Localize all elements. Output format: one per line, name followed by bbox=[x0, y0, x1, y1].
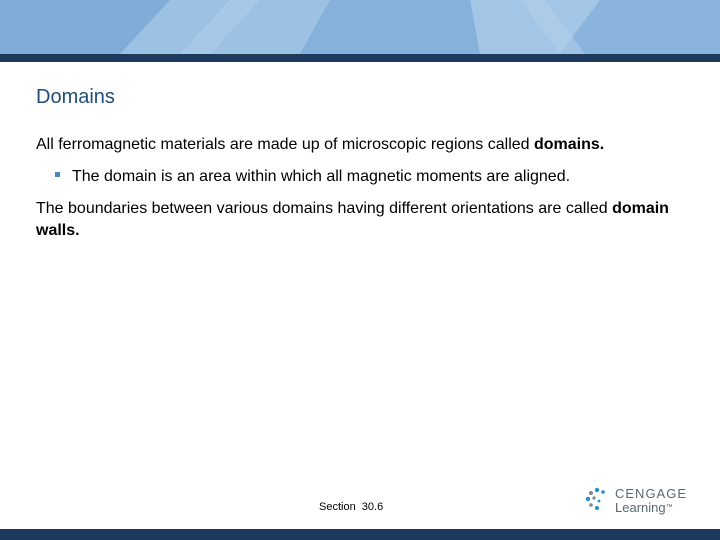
logo-wordmark-learning-text: Learning bbox=[615, 500, 666, 515]
logo-wordmark-cengage: CENGAGE bbox=[615, 486, 688, 501]
header-banner-graphic bbox=[0, 0, 720, 54]
logo-wordmark-learning bbox=[615, 501, 673, 515]
bullet-item-text: The domain is an area within which all magnetic moments are aligned. bbox=[72, 168, 571, 185]
paragraph-domain-walls bbox=[36, 198, 696, 242]
slide-title: Domains bbox=[36, 86, 115, 108]
bullet-item bbox=[55, 166, 695, 188]
cengage-logo bbox=[584, 484, 694, 520]
paragraph-domains bbox=[36, 134, 696, 156]
paragraph-domain-walls-bold: domain walls. bbox=[36, 200, 669, 239]
footer-rule bbox=[0, 529, 720, 540]
footer-section-label: Section 30.6 bbox=[319, 501, 384, 513]
header-rule bbox=[0, 54, 720, 62]
paragraph-domains-text: All ferromagnetic materials are made up of microscopic regions called bbox=[36, 136, 534, 153]
paragraph-domains-bold: domains. bbox=[534, 136, 605, 153]
header-banner bbox=[0, 0, 720, 54]
square-bullet-icon bbox=[55, 172, 60, 177]
paragraph-domain-walls-text: The boundaries between various domains having different orientations are called bbox=[36, 200, 613, 217]
logo-trademark: ™ bbox=[665, 504, 673, 511]
cengage-logo-mark-icon bbox=[584, 486, 610, 512]
